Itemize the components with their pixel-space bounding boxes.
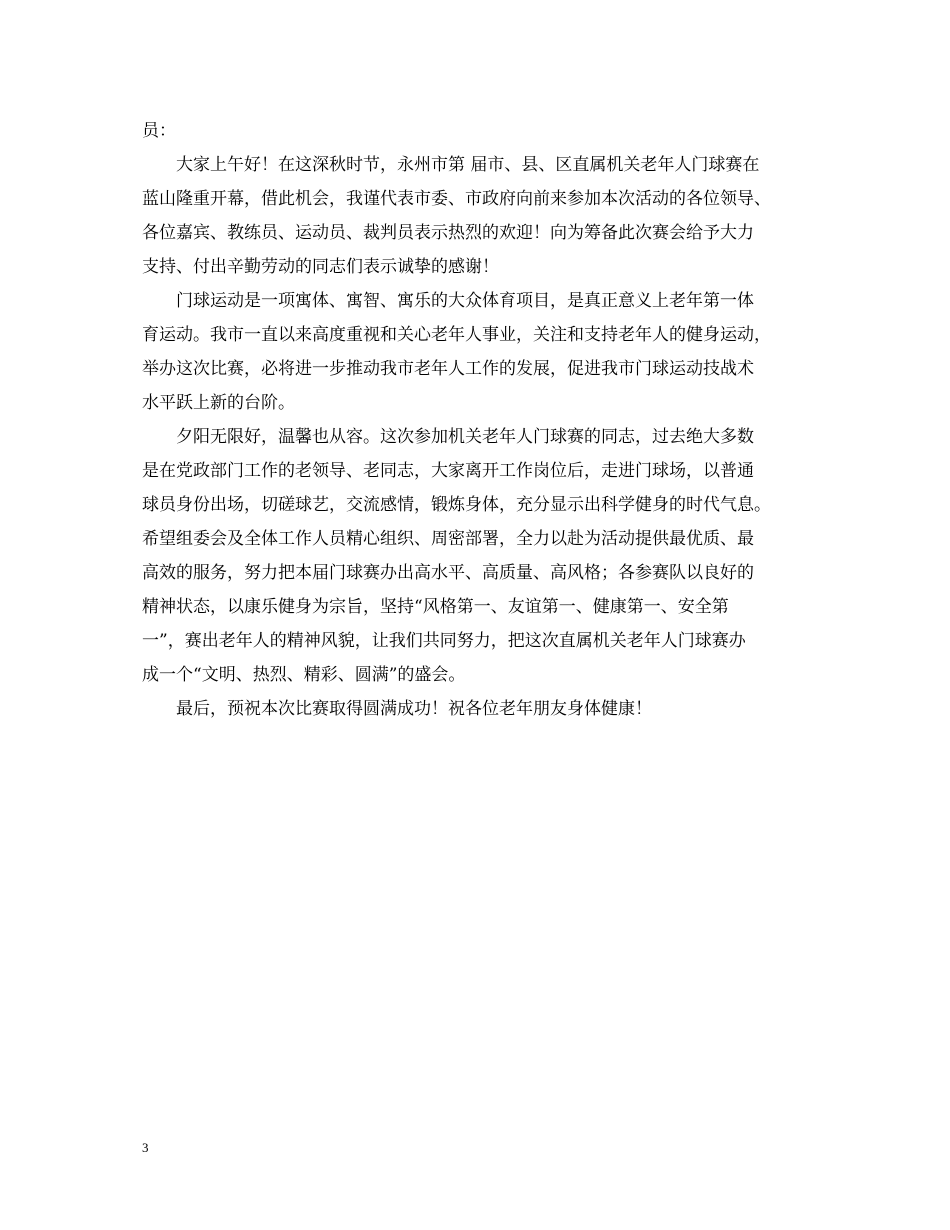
paragraph-start-line: 最后，预祝本次比赛取得圆满成功！祝各位老年朋友身体健康！ — [176, 699, 652, 719]
paragraph-start-line: 门球运动是一项寓体、寓智、寓乐的大众体育项目，是真正意义上老年第一体 — [176, 291, 754, 311]
text-line: 各位嘉宾、教练员、运动员、裁判员表示热烈的欢迎！向为筹备此次赛会给予大力 — [142, 223, 754, 243]
text-line: 是在党政部门工作的老领导、老同志，大家离开工作岗位后，走进门球场，以普通 — [142, 461, 754, 481]
text-line: 成一个“文明、热烈、精彩、圆满”的盛会。 — [142, 665, 466, 685]
text-line: 一”，赛出老年人的精神风貌，让我们共同努力，把这次直属机关老年人门球赛办 — [142, 631, 746, 651]
paragraph-start-line: 夕阳无限好，温馨也从容。这次参加机关老年人门球赛的同志，过去绝大多数 — [176, 427, 754, 447]
text-line: 球员身份出场，切磋球艺，交流感情，锻炼身体，充分显示出科学健身的时代气息。 — [142, 495, 771, 515]
text-line: 蓝山隆重开幕，借此机会，我谨代表市委、市政府向前来参加本次活动的各位领导、 — [142, 189, 771, 209]
text-line: 支持、付出辛勤劳动的同志们表示诚挚的感谢！ — [142, 257, 499, 277]
text-line: 员： — [142, 121, 176, 141]
text-line: 水平跃上新的台阶。 — [142, 393, 295, 413]
text-line: 希望组委会及全体工作人员精心组织、周密部署，全力以赴为活动提供最优质、最 — [142, 529, 754, 549]
text-line: 举办这次比赛，必将进一步推动我市老年人工作的发展，促进我市门球运动技战术 — [142, 359, 754, 379]
text-line: 高效的服务，努力把本届门球赛办出高水平、高质量、高风格；各参赛队以良好的 — [142, 563, 754, 583]
text-line: 育运动。我市一直以来高度重视和关心老年人事业，关注和支持老年人的健身运动， — [142, 325, 771, 345]
page-number: 3 — [142, 1140, 149, 1155]
text-line: 精神状态，以康乐健身为宗旨，坚持“风格第一、友谊第一、健康第一、安全第 — [142, 597, 729, 617]
document-body — [142, 114, 817, 726]
paragraph-start-line: 大家上午好！在这深秋时节，永州市第 届市、县、区直属机关老年人门球赛在 — [176, 155, 760, 175]
